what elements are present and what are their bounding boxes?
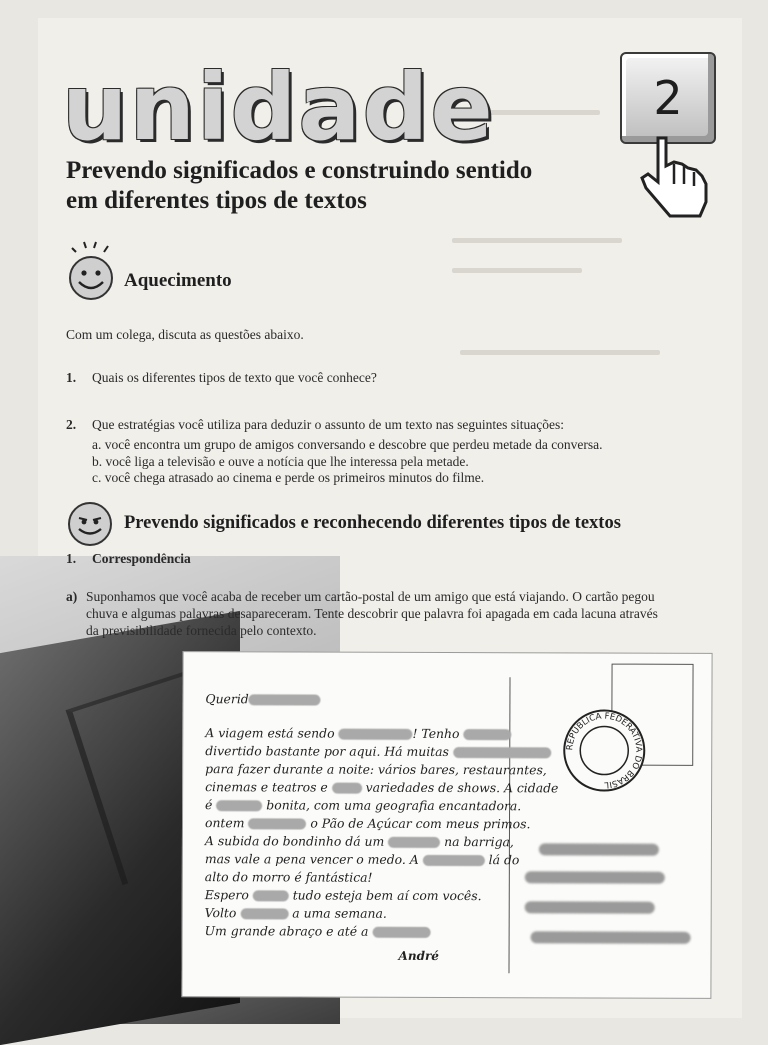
erased-word [453,747,551,758]
postcard-line [205,922,431,941]
seal-text: REPÚBLICA FEDERATIVA DO BRASIL [565,711,644,790]
handwriting-text: A subida do bondinho dá um [204,833,385,849]
question-number: 1. [66,370,77,385]
postcard-line: para fazer durante a noite: vários bares, restaurantes, [205,761,547,778]
erased-word [463,729,511,740]
handwriting-text: divertido bastante por aqui. Há muitas [205,743,449,760]
erased-word [253,890,289,901]
item-title: Correspondência [92,551,191,566]
question-number: 2. [66,417,77,432]
pointing-hand-icon [636,136,716,222]
show-through-line [452,268,582,273]
unit-number: 2 [653,71,683,125]
subtitle-line: em diferentes tipos de textos [66,187,367,214]
handwriting-text: Volto [204,905,237,921]
show-through-line [460,350,660,355]
handwriting-text: ! Tenho [412,725,460,742]
erased-word [249,694,321,705]
question-text: Quais os diferentes tipos de texto que você conhece? [92,370,377,385]
question-2 [66,417,564,433]
handwriting-text: Um grande abraço e até a [204,923,369,939]
postcard-line [205,850,520,869]
item-correspondencia [66,551,191,567]
erased-word [248,818,306,829]
handwriting-text: na barriga, [444,833,514,850]
handwriting-text: cinemas e teatros e [205,779,328,795]
smiley-icon [62,240,120,302]
unit-title: unidade [62,54,495,161]
unit-number-key [620,52,716,144]
postcard-line [205,904,387,923]
erased-word [423,855,485,866]
handwriting-text: ontem [204,815,245,831]
handwriting-text: é [205,797,213,813]
postcard-line [205,796,521,815]
postcard [181,651,712,999]
warmup-heading: Aquecimento [124,270,232,291]
question-text: Que estratégias você utiliza para deduzir o assunto de um texto nas seguintes situações: [92,417,564,432]
handwriting-text: a uma semana. [292,905,387,921]
postcard-line [205,778,558,797]
erased-word [388,837,440,848]
show-through-line [452,238,622,243]
erased-word [216,800,262,811]
instruction-a-line [66,589,655,605]
postcard-line [205,832,514,851]
handwriting-text: o Pão de Açúcar com meus primos. [310,815,531,832]
postmark-seal-icon [561,707,647,793]
handwriting-text: mas vale a pena vencer o medo. A [204,851,419,867]
postcard-line: alto do morro é fantástica! [204,869,373,885]
unit-subtitle [66,156,606,216]
erased-word [372,927,430,938]
erased-word [339,729,413,740]
erased-word [332,783,362,794]
warmup-intro: Com um colega, discuta as questões abaixo. [66,327,304,342]
erased-address-line [531,931,691,944]
handwriting-text: lá do [488,852,520,868]
postcard-greeting [205,690,320,708]
erased-address-line [539,843,659,855]
option-c: c. você chega atrasado ao cinema e perde os primeiros minutos do filme. [92,470,485,485]
option-a: a. você encontra um grupo de amigos conversando e descobre que perdeu metade da conversa. [92,437,603,452]
option-b: b. você liga a televisão e ouve a notícia que lhe interessa pela metade. [92,454,469,469]
handwriting-text: variedades de shows. A cidade [365,779,559,796]
erased-address-line [525,901,655,913]
instruction-a-line: chuva e algumas palavras desapareceram. Tente descobrir que palavra foi apagada em cada lacuna através [86,606,658,621]
instruction-text: Suponhamos que você acaba de receber um cartão-postal de um amigo que está viajando. O cartão pegou [86,589,655,604]
instruction-label: a) [66,589,78,604]
instruction-a-line: da previsibilidade fornecida pelo contexto. [86,623,317,638]
postcard-line [205,742,551,761]
erased-address-line [525,871,665,883]
question-1 [66,370,377,386]
handwriting-text: bonita, com uma geografia encantadora. [266,797,522,814]
subtitle-line: Prevendo significados e construindo sentido [66,157,533,184]
erased-word [240,908,288,919]
handwriting-text: Espero [204,887,249,903]
postcard-line [205,724,511,743]
smiley-wink-icon [66,500,114,548]
postcard-line [205,814,530,833]
handwriting-text: Querid [205,691,249,707]
section-heading: Prevendo significados e reconhecendo diferentes tipos de textos [124,513,621,533]
postcard-signature: André [398,948,439,963]
handwriting-text: A viagem está sendo [205,725,335,741]
postcard-line [205,886,482,905]
item-number: 1. [66,551,77,566]
handwriting-text: tudo esteja bem aí com vocês. [292,887,482,904]
